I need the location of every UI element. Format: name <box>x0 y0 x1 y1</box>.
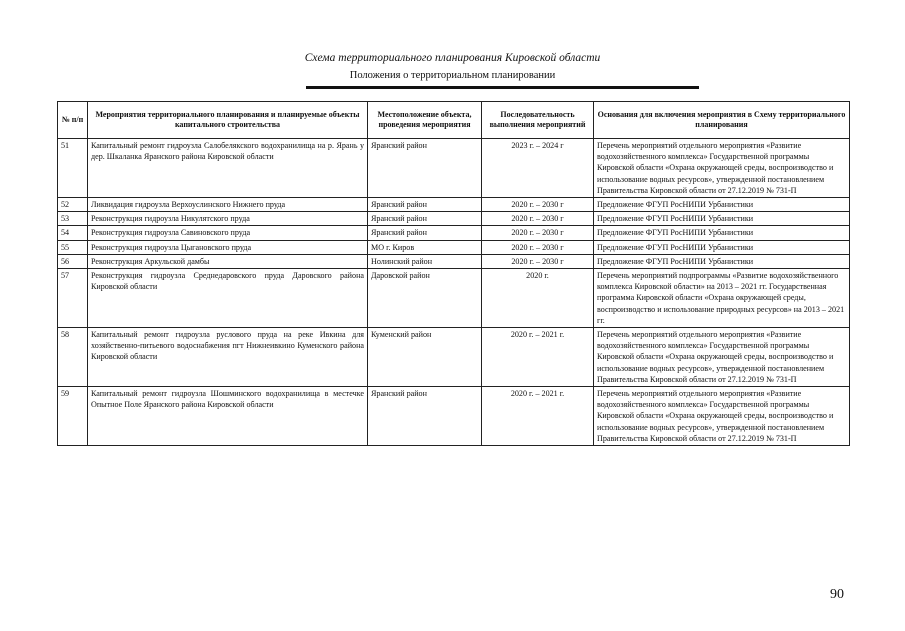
cell-number: 53 <box>58 212 88 226</box>
cell-basis: Перечень мероприятий отдельного мероприятия «Развитие водохозяйственного комплекса» Государственной программы Кировской области «Охрана окружающей среды, воспроизводство и использование водных ресурсов», утвержденной постановлением Правительства Кировской области от 27.12.2019 № 731-П <box>594 139 850 198</box>
cell-measure: Капитальный ремонт гидроузла руслового пруда на реке Ивкина для хозяйственно-питьевого водоснабжения пгт Нижнеивкино Куменского района Кировской области <box>88 328 368 387</box>
column-header-location: Местоположение объекта, проведения мероприятия <box>368 102 482 139</box>
cell-location: Яранский район <box>368 226 482 240</box>
cell-sequence: 2020 г. – 2030 г <box>482 212 594 226</box>
table-row <box>58 226 850 240</box>
cell-basis: Предложение ФГУП РосНИПИ Урбанистики <box>594 240 850 254</box>
cell-location: Даровской район <box>368 269 482 328</box>
cell-number: 55 <box>58 240 88 254</box>
cell-sequence: 2020 г. – 2021 г. <box>482 328 594 387</box>
cell-measure: Реконструкция Аркульской дамбы <box>88 254 368 268</box>
table-row <box>58 328 850 387</box>
cell-number: 58 <box>58 328 88 387</box>
page-number: 90 <box>830 587 844 602</box>
cell-sequence: 2020 г. – 2030 г <box>482 254 594 268</box>
document-subtitle: Положения о территориальном планировании <box>349 70 556 81</box>
table-row <box>58 139 850 198</box>
column-header-number: № п/п <box>58 102 88 139</box>
cell-location: МО г. Киров <box>368 240 482 254</box>
cell-location: Нолинский район <box>368 254 482 268</box>
table-header-row <box>58 102 850 139</box>
cell-sequence: 2020 г. – 2030 г <box>482 198 594 212</box>
cell-location: Яранский район <box>368 387 482 446</box>
table-row <box>58 240 850 254</box>
table-row <box>58 212 850 226</box>
cell-sequence: 2020 г. – 2030 г <box>482 226 594 240</box>
header-divider <box>306 86 699 89</box>
column-header-basis: Основания для включения мероприятия в Схему территориального планирования <box>594 102 850 139</box>
cell-number: 51 <box>58 139 88 198</box>
cell-basis: Предложение ФГУП РосНИПИ Урбанистики <box>594 198 850 212</box>
cell-basis: Перечень мероприятий отдельного мероприятия «Развитие водохозяйственного комплекса» Государственной программы Кировской области «Охрана окружающей среды, воспроизводство и использование водных ресурсов», утвержденной постановлением Правительства Кировской области от 27.12.2019 № 731-П <box>594 387 850 446</box>
column-header-sequence: Последовательность выполнения мероприятий <box>482 102 594 139</box>
table-body <box>58 139 850 446</box>
cell-basis: Предложение ФГУП РосНИПИ Урбанистики <box>594 226 850 240</box>
cell-basis: Предложение ФГУП РосНИПИ Урбанистики <box>594 212 850 226</box>
cell-location: Яранский район <box>368 212 482 226</box>
cell-basis: Перечень мероприятий подпрограммы «Развитие водохозяйственного комплекса Кировской области» на 2013 – 2021 гг. Государственная программа Кировской области «Охрана окружающей среды, воспроизводство и использование природных ресурсов» на 2013 – 2021 гг. <box>594 269 850 328</box>
cell-measure: Реконструкция гидроузла Савиновского пруда <box>88 226 368 240</box>
cell-location: Яранский район <box>368 198 482 212</box>
measures-table <box>57 101 850 446</box>
table-row <box>58 254 850 268</box>
cell-measure: Реконструкция гидроузла Цыгановского пруда <box>88 240 368 254</box>
cell-measure: Капитальный ремонт гидроузла Шошминского водохранилища в местечке Опытное Поле Яранского района Кировской области <box>88 387 368 446</box>
cell-sequence: 2020 г. – 2030 г <box>482 240 594 254</box>
cell-number: 54 <box>58 226 88 240</box>
cell-sequence: 2020 г. – 2021 г. <box>482 387 594 446</box>
table-row <box>58 387 850 446</box>
cell-measure: Ликвидация гидроузла Верхоуслинского Нижнего пруда <box>88 198 368 212</box>
cell-number: 57 <box>58 269 88 328</box>
table-row <box>58 198 850 212</box>
cell-number: 59 <box>58 387 88 446</box>
cell-measure: Реконструкция гидроузла Никулятского пруда <box>88 212 368 226</box>
column-header-measure: Мероприятия территориального планирования и планируемые объекты капитального строительства <box>88 102 368 139</box>
cell-basis: Перечень мероприятий отдельного мероприятия «Развитие водохозяйственного комплекса» Государственной программы Кировской области «Охрана окружающей среды, воспроизводство и использование водных ресурсов», утвержденной постановлением Правительства Кировской области от 27.12.2019 № 731-П <box>594 328 850 387</box>
cell-basis: Предложение ФГУП РосНИПИ Урбанистики <box>594 254 850 268</box>
cell-sequence: 2020 г. <box>482 269 594 328</box>
cell-measure: Реконструкция гидроузла Среднедаровского пруда Даровского района Кировской области <box>88 269 368 328</box>
document-title: Схема территориального планирования Кировской области <box>304 52 601 64</box>
cell-location: Куменский район <box>368 328 482 387</box>
cell-location: Яранский район <box>368 139 482 198</box>
table-row <box>58 269 850 328</box>
cell-number: 52 <box>58 198 88 212</box>
cell-measure: Капитальный ремонт гидроузла Салобелякского водохранилища на р. Ярань у дер. Шкаланка Яранского района Кировской области <box>88 139 368 198</box>
cell-number: 56 <box>58 254 88 268</box>
cell-sequence: 2023 г. – 2024 г <box>482 139 594 198</box>
